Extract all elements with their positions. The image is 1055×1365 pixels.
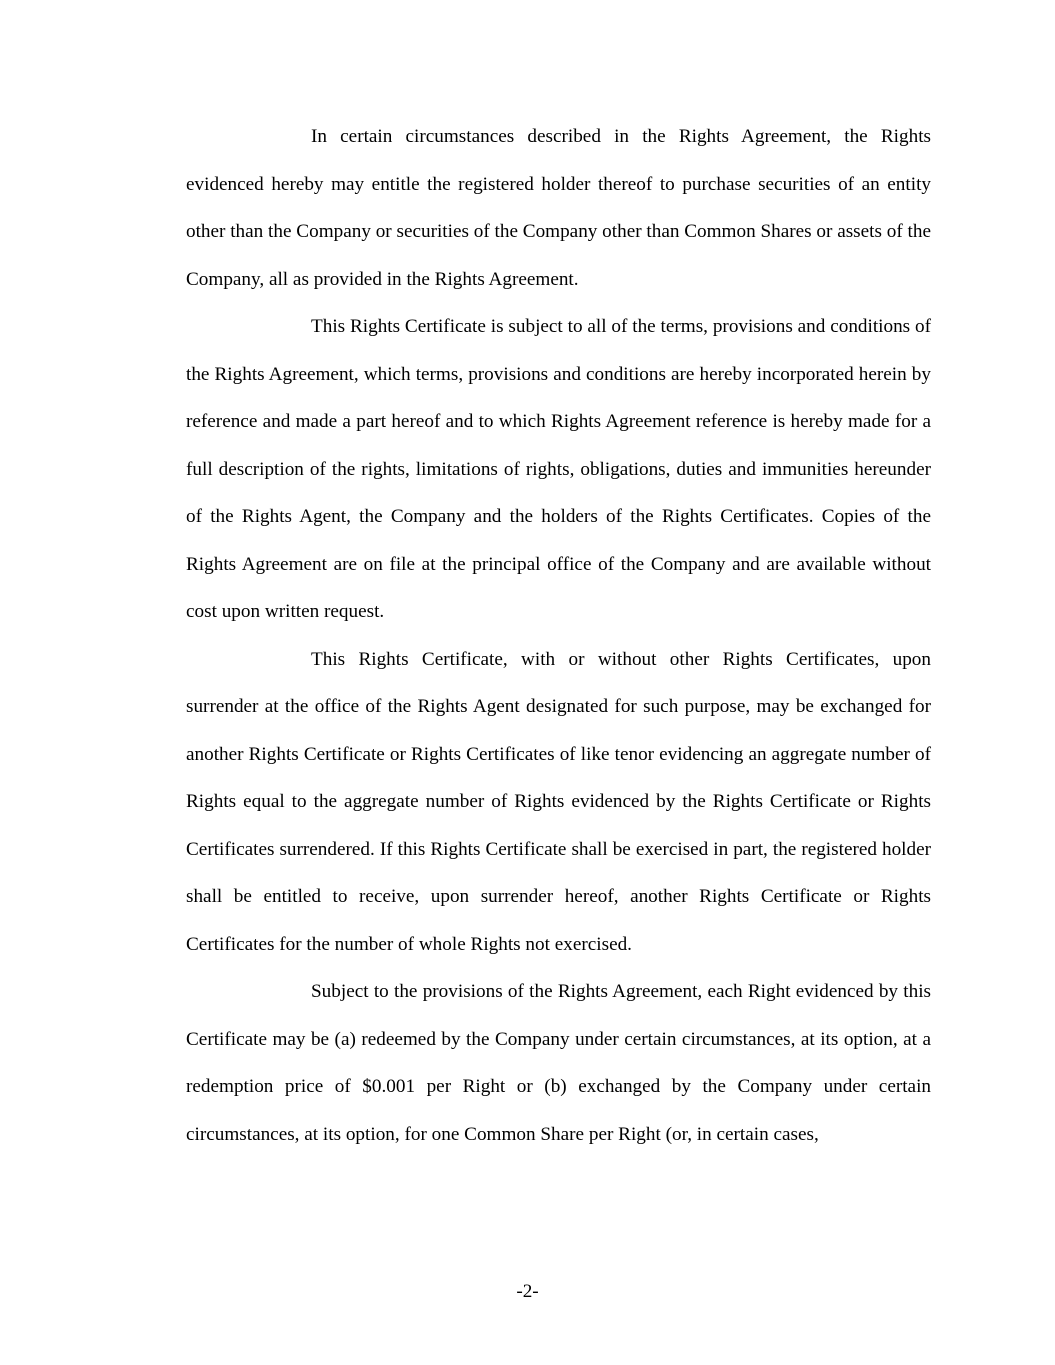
paragraph-alternative-securities: In certain circumstances described in the Rights Agreement, the Rights evidenced hereby may entitle the registered holder thereof to purchase securities of an entity other than the Company or securities of the Company other than Common Shares or assets of the Company, all as provided in the Rights Agreement. bbox=[186, 126, 931, 290]
document-body bbox=[186, 113, 931, 1158]
paragraph-exchange-of-certificates: This Rights Certificate, with or without other Rights Certificates, upon surrender at the office of the Rights Agent designated for such purpose, may be exchanged for another Rights Certificate or Rights Certificates of like tenor evidencing an aggregate number of Rights equal to the aggregate number of Rights evidenced by the Rights Certificate or Rights Certificates surrendered. If this Rights Certificate shall be exercised in part, the registered holder shall be entitled to receive, upon surrender hereof, another Rights Certificate or Rights Certificates for the number of whole Rights not exercised. bbox=[186, 648, 931, 955]
page-number: -2- bbox=[516, 1281, 539, 1302]
paragraph-redemption-and-exchange: Subject to the provisions of the Rights Agreement, each Right evidenced by this Certificate may be (a) redeemed by the Company under certain circumstances, at its option, at a redemption price of $0.001 per Right or (b) exchanged by the Company under certain circumstances, at its option, for one Common Share per Right (or, in certain cases, bbox=[186, 981, 931, 1145]
paragraph-terms-and-conditions: This Rights Certificate is subject to all of the terms, provisions and conditions of the Rights Agreement, which terms, provisions and conditions are hereby incorporated herein by reference and made a part hereof and to which Rights Agreement reference is hereby made for a full description of the rights, limitations of rights, obligations, duties and immunities hereunder of the Rights Agent, the Company and the holders of the Rights Certificates. Copies of the Rights Agreement are on file at the principal office of the Company and are available without cost upon written request. bbox=[186, 316, 931, 622]
